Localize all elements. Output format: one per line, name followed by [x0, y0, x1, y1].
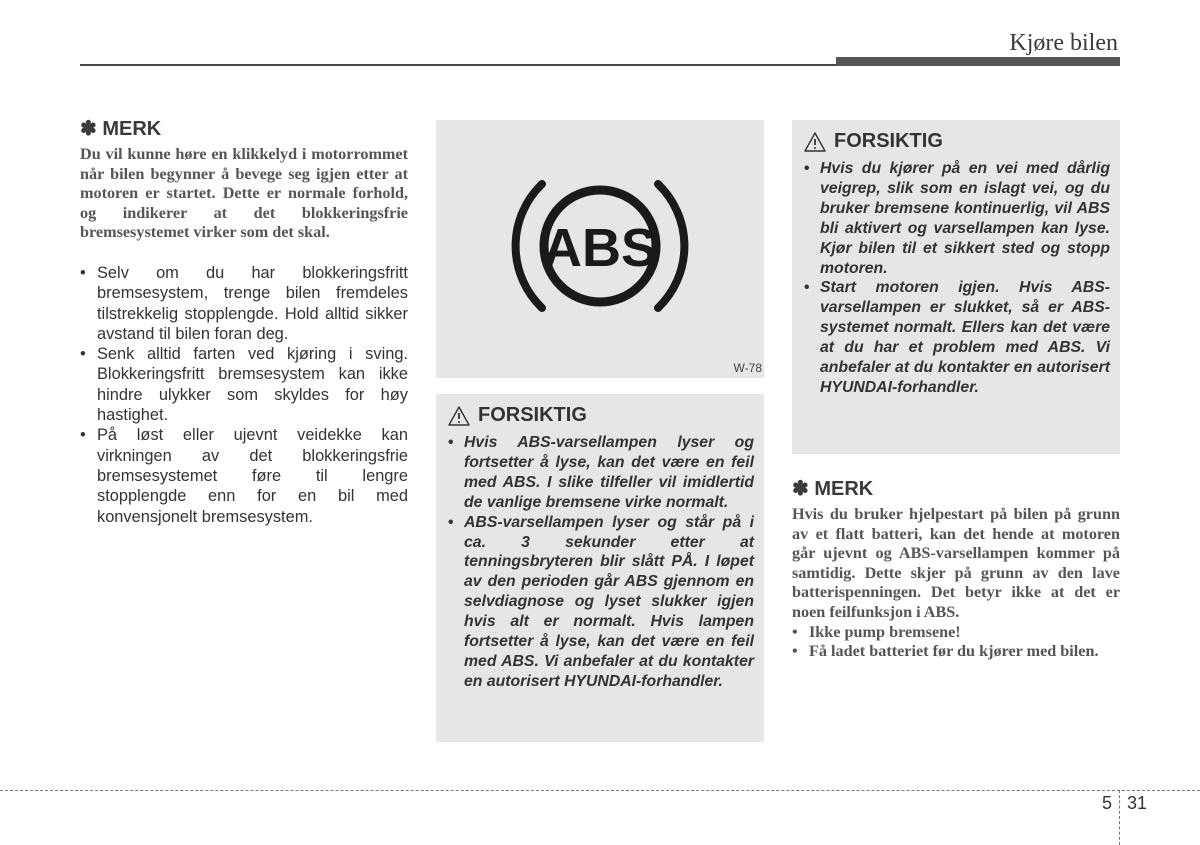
merk-heading: ✽ MERK [792, 478, 874, 500]
right-merk-note [792, 476, 1120, 662]
figure-code: W-78 [733, 361, 762, 375]
merk-item: • Ikke pump bremsene! [792, 623, 1120, 643]
footer-divider [1119, 790, 1120, 845]
chapter-number: 5 [1102, 793, 1113, 813]
left-column [80, 116, 408, 527]
caution-box-middle [436, 394, 764, 742]
merk-text: Hvis du bruker hjelpestart på bilen på grunn av et flatt batteri, kan det hende at motoren går ujevnt og ABS-varsellampen kommer på samtidig. Dette skjer på grunn av den lave batterispenningen. Det betyr ikke at det er noen feilfunksjon i ABS. [792, 505, 1120, 621]
caution-item: • ABS-varsellampen lyser og står på i ca. 3 sekunder etter at tenningsbryteren blir slått PÅ. I løpet av den perioden går ABS gjennom en selvdiagnose og lyset slukker igjen hvis alt er normalt. Hvis lampen fortsetter å lyse, kan det være en feil med ABS. Vi anbefaler at du kontakter en autorisert HYUNDAI-forhandler. [448, 513, 754, 692]
abs-warning-icon [436, 120, 764, 378]
merk-item: • Få ladet batteriet før du kjører med bilen. [792, 642, 1120, 662]
merk-heading: ✽ MERK [80, 118, 162, 140]
caution-heading: FORSIKTIG [478, 404, 587, 426]
caution-list [448, 433, 754, 692]
merk-text: Du vil kunne høre en klikkelyd i motorrommet når bilen begynner å bevege seg igjen etter at motoren er startet. Dette er normale forhold, og indikerer at det blokkeringsfrie bremsesystemet virker som det skal. [80, 145, 408, 242]
section-title: Kjøre bilen [1009, 30, 1118, 56]
warning-triangle-icon [804, 132, 826, 152]
footer-rule [0, 790, 1200, 791]
header-rule [80, 64, 836, 66]
page-number: 31 [1127, 793, 1148, 813]
caution-list [804, 159, 1110, 398]
warning-triangle-icon [448, 406, 470, 426]
bullet-item: • Selv om du har blokkeringsfritt bremsesystem, trenge bilen fremdeles tilstrekkelig stopplengde. Hold alltid sikker avstand til bilen foran deg. [80, 263, 408, 344]
caution-item: • Start motoren igjen. Hvis ABS-varsellampen er slukket, så er ABS-systemet normalt. Ellers kan det være at du har et problem med ABS. Vi anbefaler at du kontakter en autorisert HYUNDAI-forhandler. [804, 278, 1110, 397]
caution-item: • Hvis ABS-varsellampen lyser og fortsetter å lyse, kan det være en feil med ABS. I slike tilfeller vil imidlertid de vanlige bremsene virke normalt. [448, 433, 754, 513]
caution-heading: FORSIKTIG [834, 130, 943, 152]
abs-warning-figure [436, 120, 764, 378]
merk-list [792, 623, 1120, 662]
bullet-item: • På løst eller ujevnt veidekke kan virkningen av det blokkeringsfrie bremsesystemet føre til lengre stopplengde enn for en bil med konvensjonelt bremsesystem. [80, 425, 408, 526]
header-bar [836, 57, 1120, 66]
caution-box-right [792, 120, 1120, 454]
caution-item: • Hvis du kjører på en vei med dårlig veigrep, slik som en islagt vei, og du bruker bremsene kontinuerlig, vil ABS bli aktivert og varsellampen kan lyse. Kjør bilen til et sikkert sted og stopp motoren. [804, 159, 1110, 278]
bullet-item: • Senk alltid farten ved kjøring i sving. Blokkeringsfritt bremsesystem kan ikke hindre ulykker som skyldes for høy hastighet. [80, 344, 408, 425]
bullet-list [80, 263, 408, 527]
abs-symbol-text: ABS [542, 218, 658, 278]
